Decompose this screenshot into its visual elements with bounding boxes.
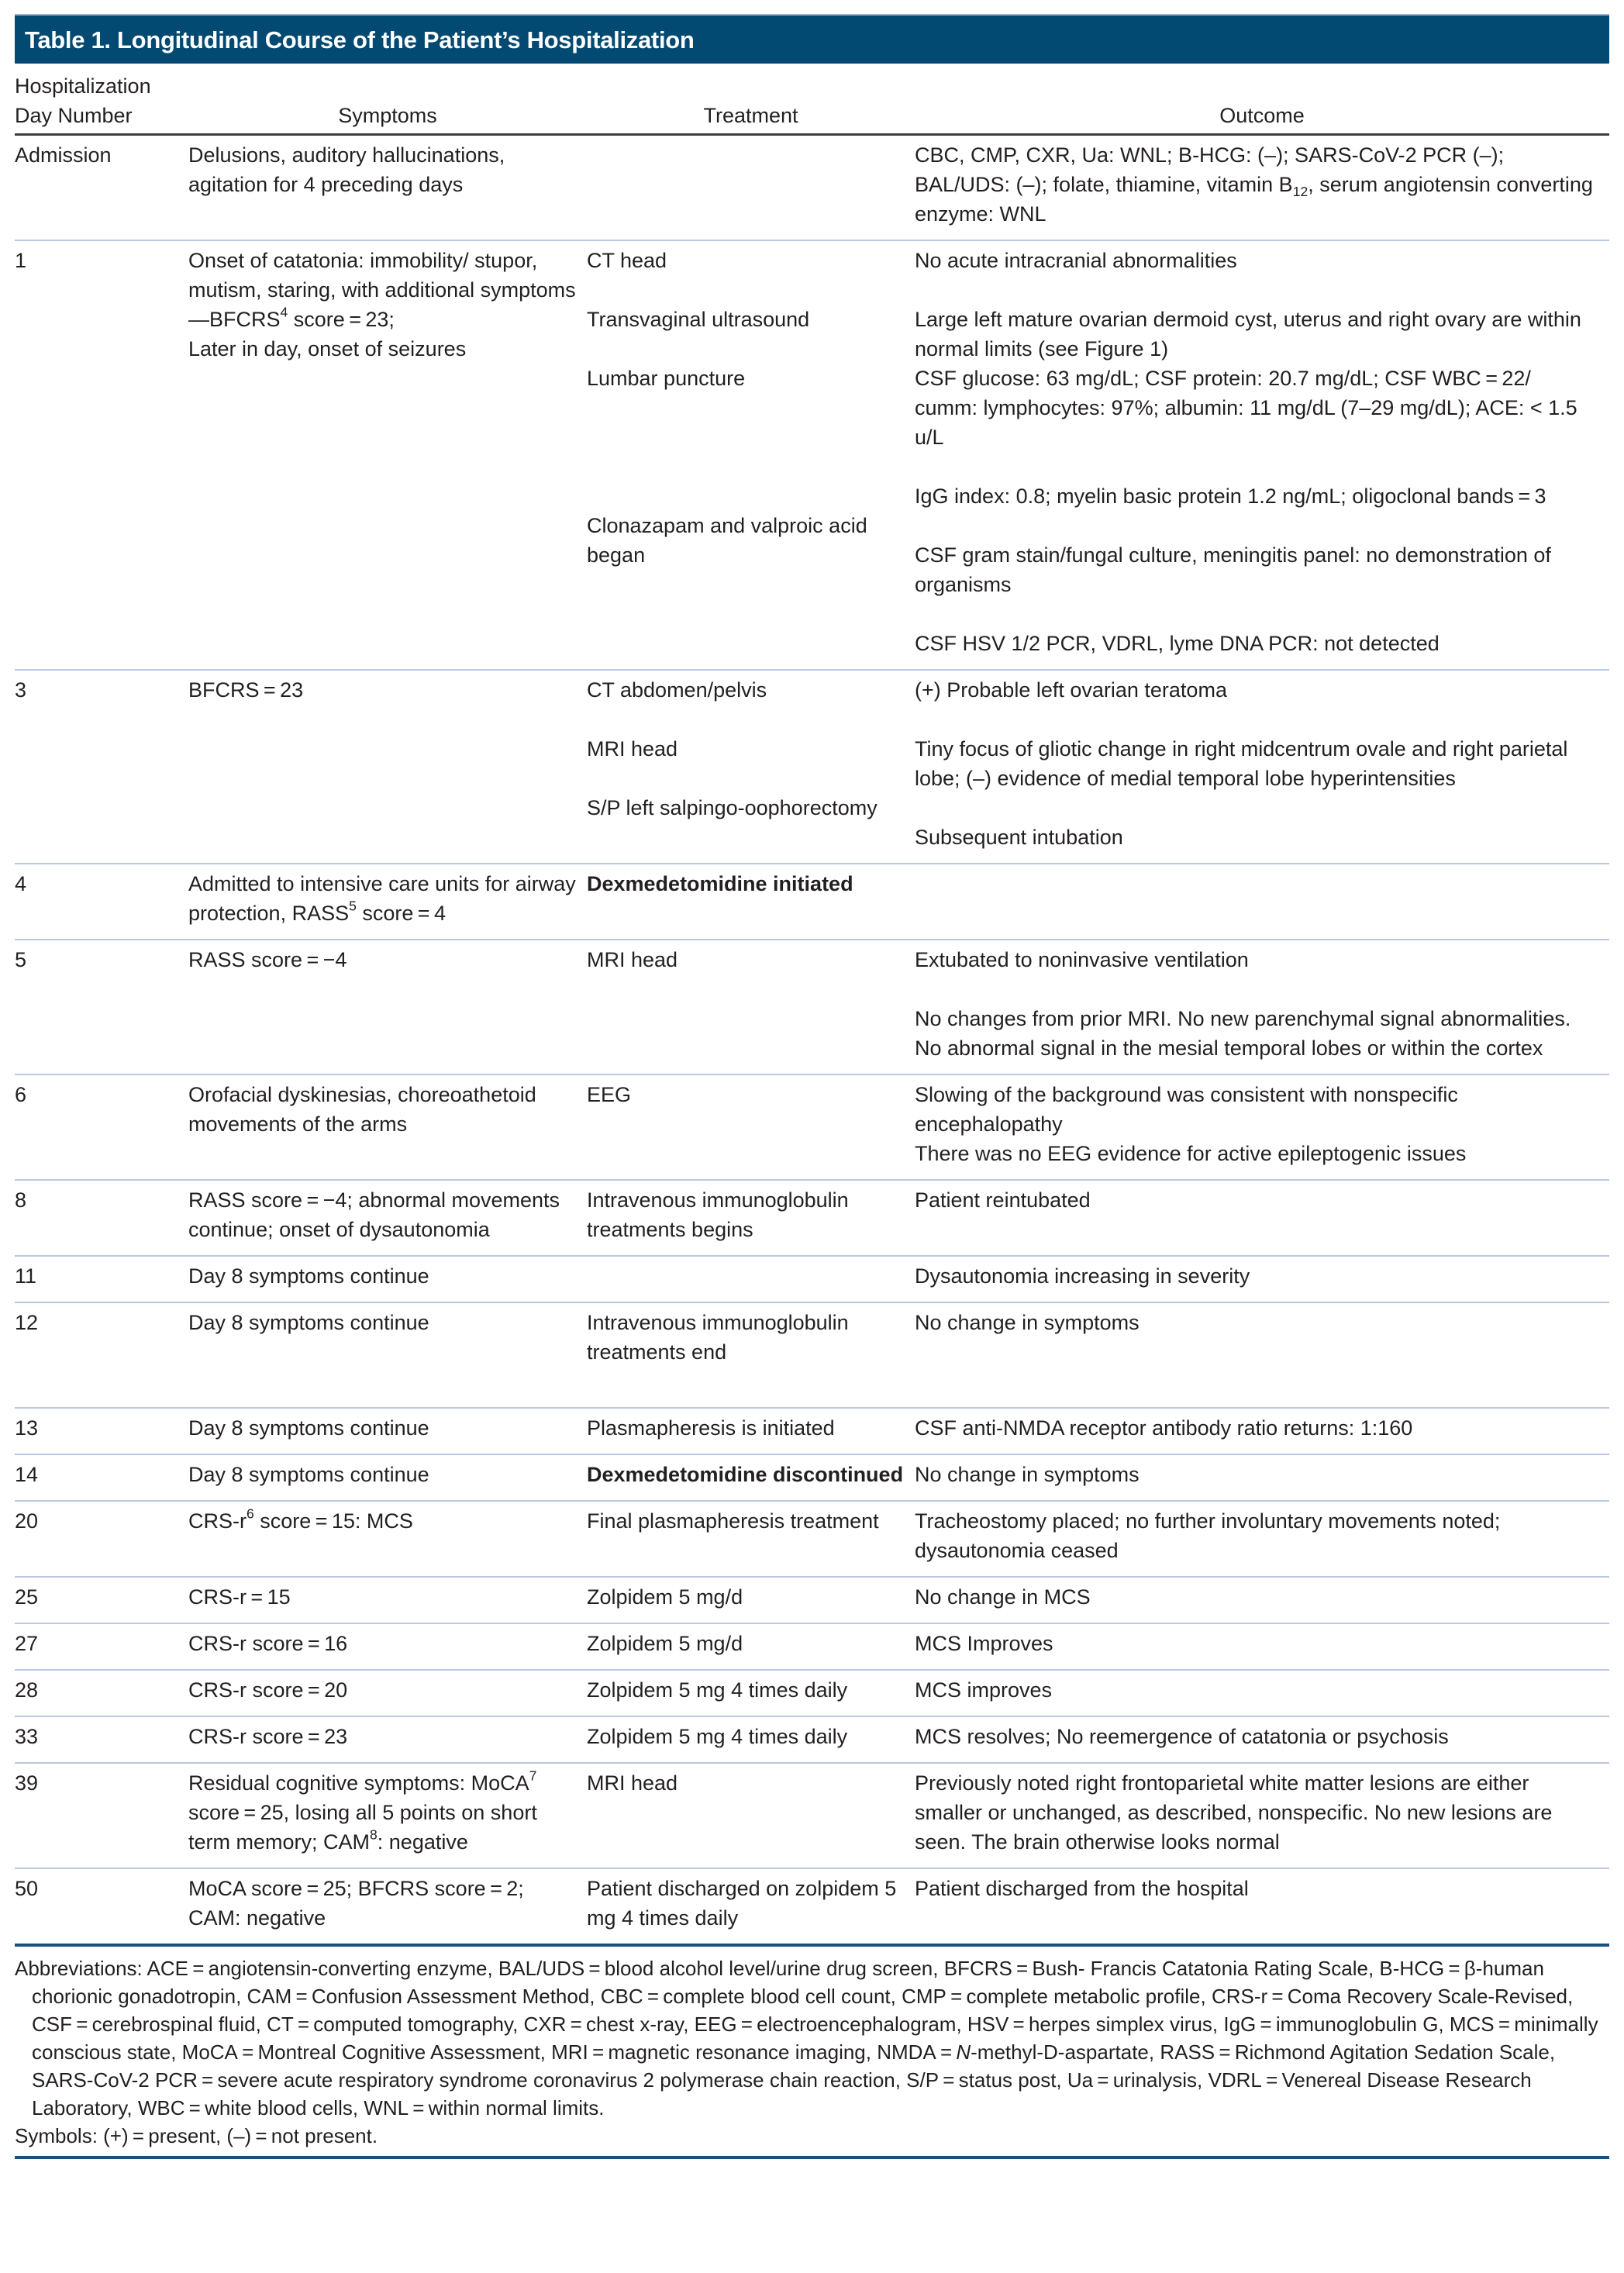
symptoms-cell bbox=[188, 1716, 587, 1763]
treatment-entry: Lumbar puncture bbox=[587, 367, 746, 390]
treatment-entry: Zolpidem 5 mg 4 times daily bbox=[587, 1725, 848, 1748]
symptoms-entry: Delusions, auditory hallucinations, agitation for 4 preceding days bbox=[188, 143, 505, 196]
symptoms-entry bbox=[188, 1768, 576, 1857]
treatment-cell bbox=[587, 1716, 915, 1763]
table-row bbox=[15, 1716, 1609, 1763]
treatment-cell bbox=[587, 1623, 915, 1670]
text-segment: score = 15: MCS bbox=[253, 1509, 413, 1533]
day-cell: 1 bbox=[15, 240, 188, 670]
treatment-cell bbox=[587, 135, 915, 241]
day-cell: 33 bbox=[15, 1716, 188, 1763]
symptoms-cell bbox=[188, 1868, 587, 1945]
symptoms-cell bbox=[188, 670, 587, 864]
table-row bbox=[15, 1577, 1609, 1623]
outcome-cell bbox=[915, 1408, 1609, 1454]
text-segment: , serum angiotensin converting enzyme: WNL bbox=[915, 173, 1593, 226]
outcome-entry: MCS Improves bbox=[915, 1632, 1053, 1655]
table-row bbox=[15, 1868, 1609, 1945]
outcome-entry: IgG index: 0.8; myelin basic protein 1.2 ng/mL; oligoclonal bands = 3 bbox=[915, 485, 1546, 508]
symptoms-entry: RASS score = −4 bbox=[188, 948, 347, 971]
treatment-entry: Zolpidem 5 mg/d bbox=[587, 1585, 743, 1609]
treatment-entry: S/P left salpingo-oophorectomy bbox=[587, 796, 878, 819]
text-segment: score = 25, losing all 5 points on short term memory; CAM bbox=[188, 1801, 537, 1854]
symptoms-entry bbox=[188, 246, 576, 334]
outcome-cell bbox=[915, 1670, 1609, 1716]
treatment-entry: MRI head bbox=[587, 1771, 678, 1795]
symptoms-cell bbox=[188, 1180, 587, 1256]
outcome-cell bbox=[915, 1256, 1609, 1302]
outcome-cell bbox=[915, 670, 1609, 864]
outcome-cell bbox=[915, 1302, 1609, 1408]
treatment-cell bbox=[587, 1302, 915, 1408]
symptoms-entry: CRS-r score = 20 bbox=[188, 1678, 348, 1702]
table-row bbox=[15, 1454, 1609, 1501]
day-cell: 12 bbox=[15, 1302, 188, 1408]
outcome-cell bbox=[915, 240, 1609, 670]
day-cell: 14 bbox=[15, 1454, 188, 1501]
symptoms-cell bbox=[188, 1763, 587, 1868]
treatment-entry: EEG bbox=[587, 1083, 632, 1106]
outcome-cell bbox=[915, 1623, 1609, 1670]
table-row bbox=[15, 940, 1609, 1074]
superscript: 7 bbox=[529, 1768, 537, 1784]
outcome-entry: MCS improves bbox=[915, 1678, 1053, 1702]
treatment-cell bbox=[587, 864, 915, 940]
symptoms-cell bbox=[188, 1074, 587, 1180]
outcome-entry: No change in MCS bbox=[915, 1585, 1091, 1609]
symptoms-entry: BFCRS = 23 bbox=[188, 678, 304, 702]
outcome-cell bbox=[915, 864, 1609, 940]
symptoms-cell bbox=[188, 1577, 587, 1623]
symbols-note: Symbols: (+) = present, (–) = not present. bbox=[15, 2124, 378, 2147]
treatment-cell bbox=[587, 940, 915, 1074]
column-header-outcome: Outcome bbox=[915, 64, 1609, 135]
abbreviations-note bbox=[15, 1954, 1609, 2122]
symptoms-entry: Day 8 symptoms continue bbox=[188, 1416, 429, 1440]
outcome-entry: Previously noted right frontoparietal white matter lesions are either smaller or unchanged, as described, nonspecific. No new lesions are seen. The brain otherwise looks normal bbox=[915, 1771, 1553, 1854]
outcome-cell bbox=[915, 1454, 1609, 1501]
outcome-entry: No changes from prior MRI. No new parenchymal signal abnormalities. No abnormal signal in the mesial temporal lobes or within the cortex bbox=[915, 1007, 1571, 1060]
text-segment: CBC, CMP, CXR, Ua: WNL; B-HCG: (–); SARS-CoV-2 PCR (–); BAL/UDS: (–); folate, thiamine, vitamin B bbox=[915, 143, 1505, 196]
text-segment: score = 23; bbox=[288, 308, 395, 331]
outcome-cell bbox=[915, 940, 1609, 1074]
symptoms-cell bbox=[188, 1302, 587, 1408]
outcome-entry: Large left mature ovarian dermoid cyst, uterus and right ovary are within normal limits (see Figure 1) bbox=[915, 308, 1581, 360]
outcome-cell bbox=[915, 1577, 1609, 1623]
table-row bbox=[15, 1074, 1609, 1180]
day-cell: 6 bbox=[15, 1074, 188, 1180]
treatment-entry: Zolpidem 5 mg 4 times daily bbox=[587, 1678, 848, 1702]
outcome-entry: Extubated to noninvasive ventilation bbox=[915, 948, 1249, 971]
outcome-cell bbox=[915, 1501, 1609, 1577]
header-row bbox=[15, 64, 1609, 135]
table-title: Table 1. Longitudinal Course of the Patient’s Hospitalization bbox=[15, 14, 1609, 64]
text-segment: Residual cognitive symptoms: MoCA bbox=[188, 1771, 529, 1795]
outcome-cell bbox=[915, 1074, 1609, 1180]
treatment-entry: Clonazapam and valproic acid began bbox=[587, 514, 867, 567]
day-cell: 27 bbox=[15, 1623, 188, 1670]
outcome-entry: Patient reintubated bbox=[915, 1188, 1091, 1212]
outcome-entry: Slowing of the background was consistent with nonspecific encephalopathy bbox=[915, 1083, 1458, 1136]
day-cell: 8 bbox=[15, 1180, 188, 1256]
symptoms-entry: Day 8 symptoms continue bbox=[188, 1311, 429, 1334]
treatment-cell bbox=[587, 1180, 915, 1256]
treatment-entry: Intravenous immunoglobulin treatments end bbox=[587, 1311, 849, 1364]
symptoms-entry: MoCA score = 25; BFCRS score = 2; CAM: negative bbox=[188, 1877, 524, 1930]
table-row bbox=[15, 1763, 1609, 1868]
symptoms-cell bbox=[188, 1454, 587, 1501]
table-row bbox=[15, 1408, 1609, 1454]
text-segment: Admitted to intensive care units for airway protection, RASS bbox=[188, 872, 576, 925]
treatment-entry: MRI head bbox=[587, 737, 678, 761]
symptoms-entry: Day 8 symptoms continue bbox=[188, 1463, 429, 1486]
symptoms-entry: RASS score = −4; abnormal movements continue; onset of dysautonomia bbox=[188, 1188, 560, 1241]
treatment-cell bbox=[587, 1670, 915, 1716]
table-row bbox=[15, 1670, 1609, 1716]
treatment-cell bbox=[587, 1501, 915, 1577]
day-cell: 50 bbox=[15, 1868, 188, 1945]
treatment-entry: Dexmedetomidine initiated bbox=[587, 872, 853, 895]
table-row bbox=[15, 240, 1609, 670]
table-body bbox=[15, 135, 1609, 1946]
outcome-entry: No change in symptoms bbox=[915, 1463, 1140, 1486]
symptoms-cell bbox=[188, 1256, 587, 1302]
symptoms-entry bbox=[188, 869, 576, 928]
symptoms-entry: Orofacial dyskinesias, choreoathetoid movements of the arms bbox=[188, 1083, 536, 1136]
outcome-entry: No acute intracranial abnormalities bbox=[915, 249, 1237, 272]
treatment-entry: Patient discharged on zolpidem 5 mg 4 times daily bbox=[587, 1877, 897, 1930]
symptoms-entry: Later in day, onset of seizures bbox=[188, 337, 467, 360]
outcome-entry: MCS resolves; No reemergence of catatonia or psychosis bbox=[915, 1725, 1449, 1748]
outcome-entry: No change in symptoms bbox=[915, 1311, 1140, 1334]
treatment-entry: Final plasmapheresis treatment bbox=[587, 1509, 879, 1533]
text-segment: : negative bbox=[377, 1830, 468, 1854]
outcome-cell bbox=[915, 1868, 1609, 1945]
treatment-entry: Intravenous immunoglobulin treatments begins bbox=[587, 1188, 849, 1241]
superscript: 4 bbox=[280, 304, 288, 320]
table-row bbox=[15, 1302, 1609, 1408]
table-row bbox=[15, 1256, 1609, 1302]
symptoms-cell bbox=[188, 940, 587, 1074]
treatment-entry: Dexmedetomidine discontinued bbox=[587, 1463, 904, 1486]
column-header-day-line: Hospitalization bbox=[15, 74, 151, 98]
table-footnotes bbox=[15, 1947, 1609, 2159]
symptoms-cell bbox=[188, 1670, 587, 1716]
symptoms-cell bbox=[188, 135, 587, 241]
symptoms-cell bbox=[188, 1408, 587, 1454]
table-row bbox=[15, 670, 1609, 864]
symptoms-entry bbox=[188, 1506, 576, 1536]
outcome-entry: CSF HSV 1/2 PCR, VDRL, lyme DNA PCR: not detected bbox=[915, 632, 1440, 655]
outcome-entry: Tiny focus of gliotic change in right midcentrum ovale and right parietal lobe; (–) evidence of medial temporal lobe hyperintensities bbox=[915, 737, 1568, 790]
day-cell: 28 bbox=[15, 1670, 188, 1716]
treatment-cell bbox=[587, 670, 915, 864]
day-cell: Admission bbox=[15, 135, 188, 241]
treatment-cell bbox=[587, 1408, 915, 1454]
superscript: 8 bbox=[370, 1826, 378, 1843]
outcome-entry: Tracheostomy placed; no further involuntary movements noted; dysautonomia ceased bbox=[915, 1509, 1501, 1562]
outcome-entry: (+) Probable left ovarian teratoma bbox=[915, 678, 1227, 702]
treatment-cell bbox=[587, 1577, 915, 1623]
superscript: 6 bbox=[247, 1506, 254, 1522]
table-row bbox=[15, 864, 1609, 940]
table-row bbox=[15, 135, 1609, 241]
hospitalization-course-table bbox=[15, 64, 1609, 1947]
symptoms-cell bbox=[188, 1501, 587, 1577]
column-header-day bbox=[15, 64, 188, 135]
outcome-cell bbox=[915, 1763, 1609, 1868]
treatment-entry: Plasmapheresis is initiated bbox=[587, 1416, 835, 1440]
text-segment: Abbreviations: ACE = angiotensin-converting enzyme, BAL/UDS = blood alcohol level/urine drug screen, BFCRS = Bush- Francis Catatonia Rating Scale, B-HCG = β-human chorionic gonadotropin, CAM = Confusion Assessment Method, CBC = complete blood cell count, CMP = complete metabolic profile, CRS-r = Coma Recovery Scale-Revised, CSF = cerebrospinal fluid, CT = computed tomography, CXR = chest x-ray, EEG = electroencephalogram, HSV = herpes simplex virus, IgG = immunoglobulin G, MCS = minimally conscious state, MoCA = Montreal Cognitive Assessment, MRI = magnetic resonance imaging, NMDA = bbox=[15, 1957, 1598, 2064]
table-row bbox=[15, 1623, 1609, 1670]
column-header-day-line: Day Number bbox=[15, 104, 133, 127]
text-segment: -methyl-D-aspartate, RASS = Richmond Agitation Sedation Scale, SARS-CoV-2 PCR = severe acute respiratory syndrome coronavirus 2 polymerase chain reaction, S/P = status post, Ua = urinalysis, VDRL = Venereal Disease Research Laboratory, WBC = white blood cells, WNL = within normal limits. bbox=[32, 2040, 1556, 2120]
treatment-cell bbox=[587, 1763, 915, 1868]
outcome-entry: CSF glucose: 63 mg/dL; CSF protein: 20.7 mg/dL; CSF WBC = 22/ cumm: lymphocytes: 97%; albumin: 11 mg/dL (7–29 mg/dL); ACE: < 1.5 u/L bbox=[915, 367, 1577, 449]
text-segment: score = 4 bbox=[356, 902, 446, 925]
symptoms-entry: CRS-r score = 23 bbox=[188, 1725, 348, 1748]
subscript: 12 bbox=[1292, 184, 1309, 200]
symptoms-cell bbox=[188, 240, 587, 670]
day-cell: 5 bbox=[15, 940, 188, 1074]
treatment-cell bbox=[587, 240, 915, 670]
table-row bbox=[15, 1501, 1609, 1577]
outcome-entry: CSF gram stain/fungal culture, meningitis panel: no demonstration of organisms bbox=[915, 543, 1551, 596]
treatment-cell bbox=[587, 1868, 915, 1945]
text-segment: N bbox=[956, 2040, 971, 2064]
outcome-entry: There was no EEG evidence for active epileptogenic issues bbox=[915, 1142, 1467, 1165]
outcome-cell bbox=[915, 1716, 1609, 1763]
day-cell: 25 bbox=[15, 1577, 188, 1623]
day-cell: 20 bbox=[15, 1501, 188, 1577]
day-cell: 13 bbox=[15, 1408, 188, 1454]
day-cell: 3 bbox=[15, 670, 188, 864]
text-segment: Onset of catatonia: immobility/ stupor, mutism, staring, with additional symptoms—BFCRS bbox=[188, 249, 576, 331]
treatment-entry: MRI head bbox=[587, 948, 678, 971]
day-cell: 39 bbox=[15, 1763, 188, 1868]
text-segment: CRS-r bbox=[188, 1509, 247, 1533]
outcome-cell bbox=[915, 135, 1609, 241]
treatment-cell bbox=[587, 1454, 915, 1501]
superscript: 5 bbox=[349, 898, 357, 914]
treatment-cell bbox=[587, 1074, 915, 1180]
symptoms-cell bbox=[188, 1623, 587, 1670]
outcome-entry bbox=[915, 140, 1598, 229]
treatment-entry: Transvaginal ultrasound bbox=[587, 308, 810, 331]
outcome-entry: Patient discharged from the hospital bbox=[915, 1877, 1249, 1900]
column-header-treatment: Treatment bbox=[587, 64, 915, 135]
symptoms-entry: CRS-r = 15 bbox=[188, 1585, 291, 1609]
symptoms-entry: Day 8 symptoms continue bbox=[188, 1264, 429, 1288]
day-cell: 4 bbox=[15, 864, 188, 940]
column-header-symptoms: Symptoms bbox=[188, 64, 587, 135]
treatment-entry: CT abdomen/pelvis bbox=[587, 678, 767, 702]
outcome-cell bbox=[915, 1180, 1609, 1256]
day-cell: 11 bbox=[15, 1256, 188, 1302]
outcome-entry: CSF anti-NMDA receptor antibody ratio returns: 1:160 bbox=[915, 1416, 1413, 1440]
symptoms-entry: CRS-r score = 16 bbox=[188, 1632, 348, 1655]
treatment-entry: Zolpidem 5 mg/d bbox=[587, 1632, 743, 1655]
outcome-entry: Dysautonomia increasing in severity bbox=[915, 1264, 1250, 1288]
table-row bbox=[15, 1180, 1609, 1256]
outcome-entry: Subsequent intubation bbox=[915, 826, 1123, 849]
treatment-entry: CT head bbox=[587, 249, 667, 272]
treatment-cell bbox=[587, 1256, 915, 1302]
symptoms-cell bbox=[188, 864, 587, 940]
